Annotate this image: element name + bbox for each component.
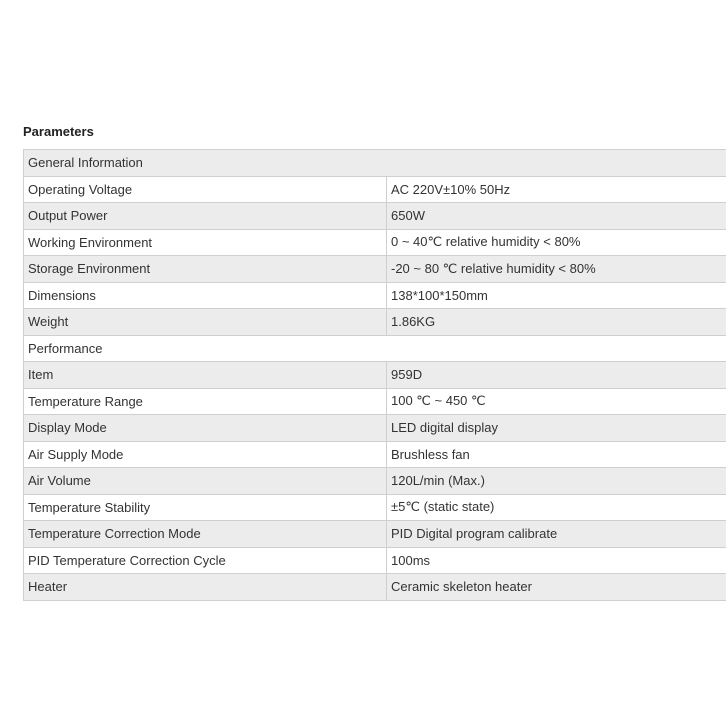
row-label: Temperature Stability	[24, 494, 387, 521]
row-label: Operating Voltage	[24, 176, 387, 203]
row-value: Ceramic skeleton heater	[387, 574, 726, 601]
row-label: Display Mode	[24, 415, 387, 442]
section-header-row	[24, 335, 726, 362]
row-value: 120L/min (Max.)	[387, 468, 726, 495]
table-row	[24, 441, 726, 468]
table-row	[24, 229, 726, 256]
table-row	[24, 176, 726, 203]
row-label: Storage Environment	[24, 256, 387, 283]
table-row	[24, 494, 726, 521]
row-label: Temperature Range	[24, 388, 387, 415]
row-label: Air Supply Mode	[24, 441, 387, 468]
row-value: 100 ℃ ~ 450 ℃	[387, 388, 726, 415]
section-header-row	[24, 150, 726, 177]
table-row	[24, 282, 726, 309]
table-row	[24, 415, 726, 442]
table-row	[24, 362, 726, 389]
row-label: Heater	[24, 574, 387, 601]
row-label: Dimensions	[24, 282, 387, 309]
row-label: Weight	[24, 309, 387, 336]
table-row	[24, 468, 726, 495]
table-row	[24, 309, 726, 336]
table-row	[24, 547, 726, 574]
row-value: 650W	[387, 203, 726, 230]
row-label: Temperature Correction Mode	[24, 521, 387, 548]
row-label: Working Environment	[24, 229, 387, 256]
row-value: LED digital display	[387, 415, 726, 442]
row-value: AC 220V±10% 50Hz	[387, 176, 726, 203]
table-row	[24, 256, 726, 283]
row-value: ±5℃ (static state)	[387, 494, 726, 521]
section-heading: Performance	[24, 335, 726, 362]
row-value: 100ms	[387, 547, 726, 574]
section-heading: General Information	[24, 150, 726, 177]
row-value: Brushless fan	[387, 441, 726, 468]
row-label: PID Temperature Correction Cycle	[24, 547, 387, 574]
parameters-title: Parameters	[23, 124, 94, 139]
parameters-table	[23, 149, 726, 601]
row-label: Output Power	[24, 203, 387, 230]
row-value: -20 ~ 80 ℃ relative humidity < 80%	[387, 256, 726, 283]
row-label: Air Volume	[24, 468, 387, 495]
row-value: PID Digital program calibrate	[387, 521, 726, 548]
table-row	[24, 388, 726, 415]
table-row	[24, 203, 726, 230]
row-label: Item	[24, 362, 387, 389]
row-value: 138*100*150mm	[387, 282, 726, 309]
row-value: 959D	[387, 362, 726, 389]
row-value: 0 ~ 40℃ relative humidity < 80%	[387, 229, 726, 256]
row-value: 1.86KG	[387, 309, 726, 336]
table-row	[24, 574, 726, 601]
table-row	[24, 521, 726, 548]
